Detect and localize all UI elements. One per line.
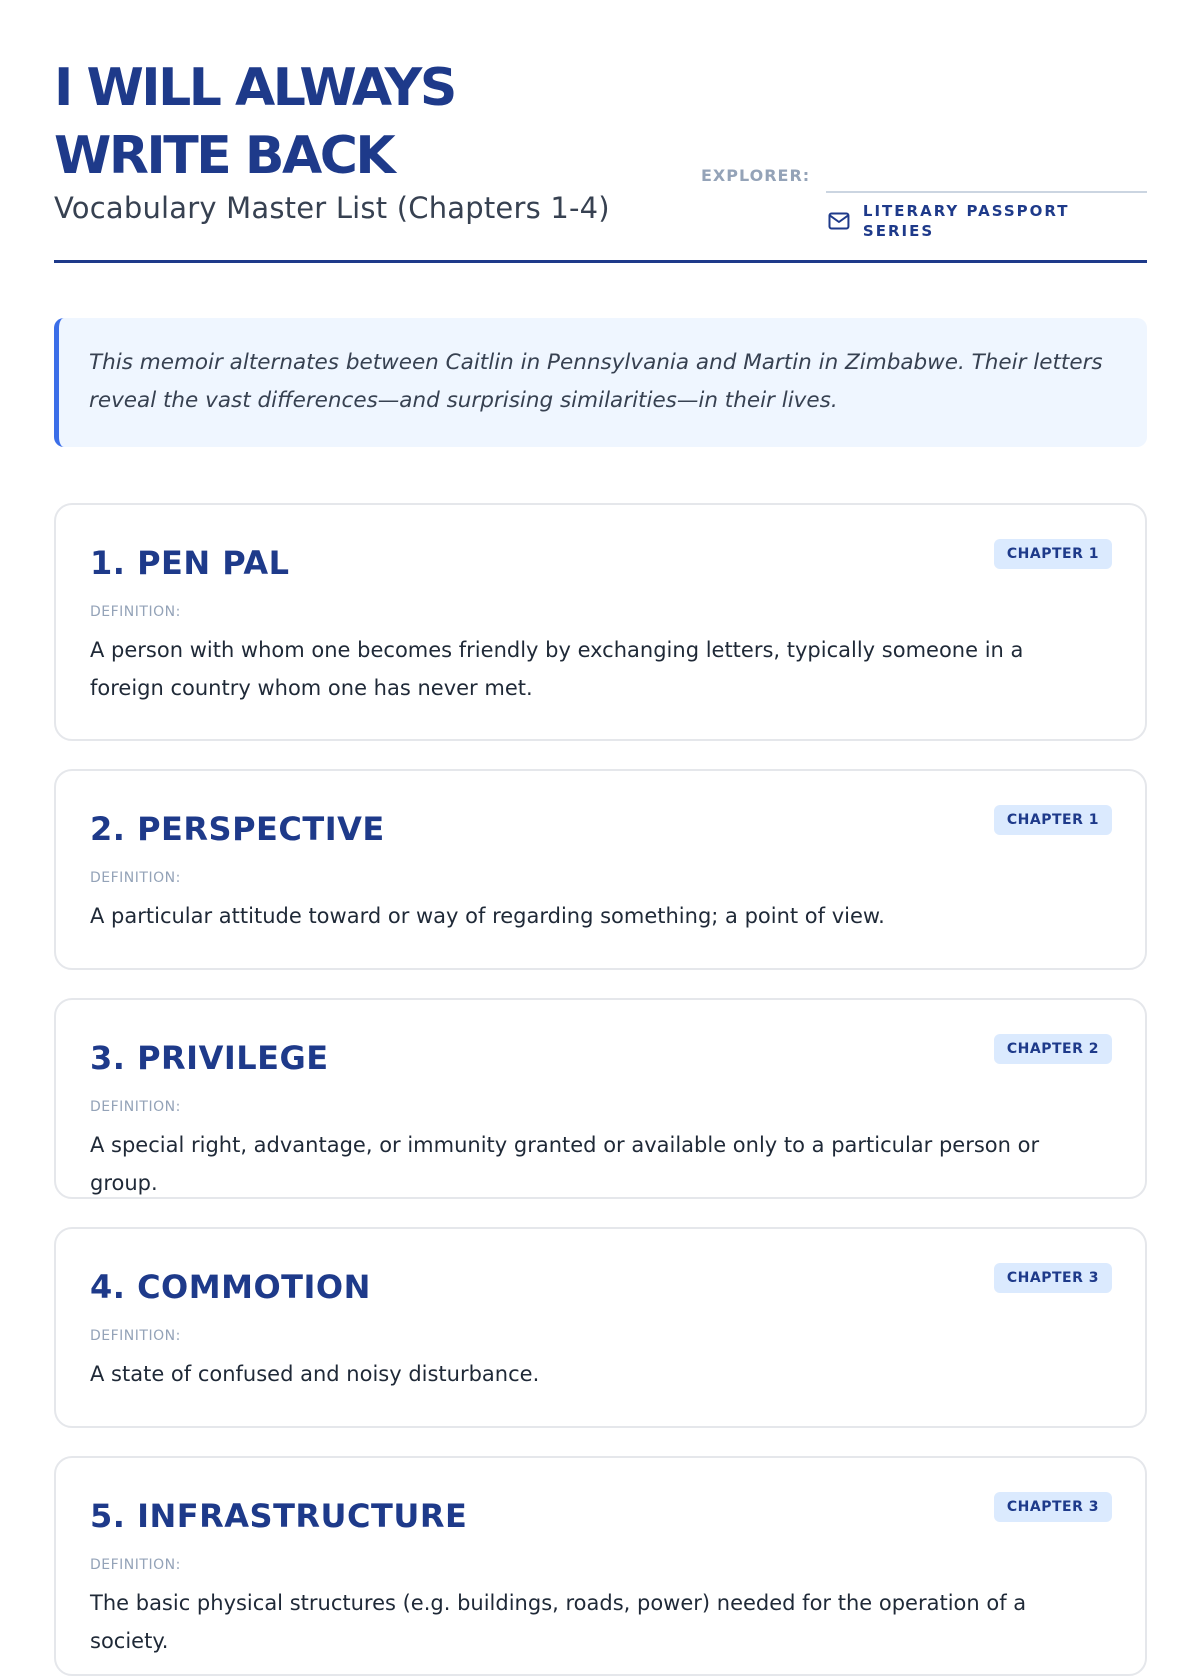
definition-label: DEFINITION: xyxy=(90,1557,181,1573)
vocabulary-term: 5. INFRASTRUCTURE xyxy=(90,1497,468,1535)
vocabulary-term: 2. PERSPECTIVE xyxy=(90,810,385,848)
vocabulary-card xyxy=(54,1456,1147,1676)
definition-label: DEFINITION: xyxy=(90,604,181,620)
vocabulary-term: 1. PEN PAL xyxy=(90,544,290,582)
explorer-label: EXPLORER: xyxy=(701,166,811,185)
title-line-1: I WILL ALWAYS xyxy=(54,58,455,118)
definition-label: DEFINITION: xyxy=(90,1328,181,1344)
vocabulary-page xyxy=(54,0,1147,1653)
vocabulary-card xyxy=(54,1227,1147,1428)
vocabulary-card xyxy=(54,998,1147,1199)
definition-text: A state of confused and noisy disturbance. xyxy=(90,1362,540,1386)
vocabulary-card xyxy=(54,769,1147,970)
mail-icon xyxy=(827,209,851,233)
definition-text: A particular attitude toward or way of regarding something; a point of view. xyxy=(90,904,885,928)
page-subtitle: Vocabulary Master List (Chapters 1-4) xyxy=(54,191,610,225)
page-title xyxy=(54,54,614,190)
explorer-name-line[interactable] xyxy=(826,191,1147,193)
vocabulary-term: 3. PRIVILEGE xyxy=(90,1039,329,1077)
vocabulary-term: 4. COMMOTION xyxy=(90,1268,371,1306)
chapter-badge: CHAPTER 1 xyxy=(994,539,1112,569)
chapter-badge: CHAPTER 3 xyxy=(994,1492,1112,1522)
title-line-2: WRITE BACK xyxy=(54,126,394,186)
vocabulary-card xyxy=(54,503,1147,741)
definition-label: DEFINITION: xyxy=(90,1099,181,1115)
definition-text: A special right, advantage, or immunity granted or available only to a particular person or group. xyxy=(90,1133,1040,1195)
chapter-badge: CHAPTER 2 xyxy=(994,1034,1112,1064)
explorer-field xyxy=(701,166,810,186)
chapter-badge: CHAPTER 3 xyxy=(994,1263,1112,1293)
series-label: LITERARY PASSPORT SERIES xyxy=(862,202,1070,240)
chapter-badge: CHAPTER 1 xyxy=(994,805,1112,835)
definition-text: A person with whom one becomes friendly by exchanging letters, typically someone in a foreign country whom one has never met. xyxy=(90,638,1024,700)
definition-text: The basic physical structures (e.g. buildings, roads, power) needed for the operation of a society. xyxy=(90,1591,1027,1653)
intro-callout: This memoir alternates between Caitlin in Pennsylvania and Martin in Zimbabwe. Their letters reveal the vast differences—and surprising similarities—in their lives. xyxy=(54,318,1147,447)
page-header xyxy=(54,0,1147,263)
definition-label: DEFINITION: xyxy=(90,870,181,886)
series-tag xyxy=(827,202,1147,240)
